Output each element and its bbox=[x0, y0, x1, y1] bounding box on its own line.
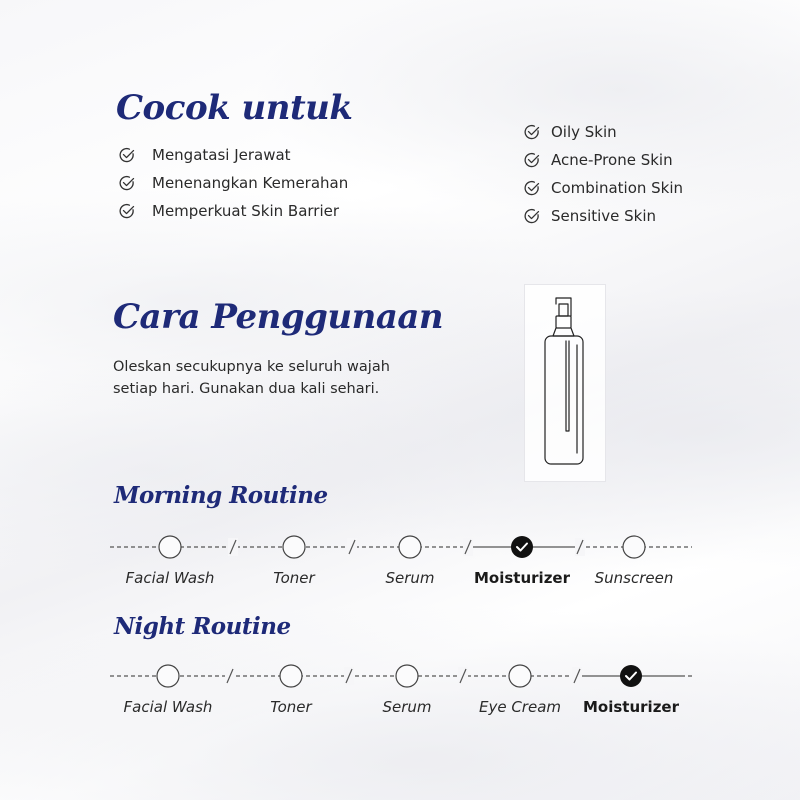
check-circle-icon bbox=[118, 202, 136, 220]
benefit-label: Menenangkan Kemerahan bbox=[152, 174, 349, 192]
night-routine-title: Night Routine bbox=[114, 613, 291, 640]
step-marker bbox=[159, 536, 181, 558]
check-circle-icon bbox=[523, 151, 541, 169]
pump-bottle-icon bbox=[525, 285, 605, 481]
morning-routine-track bbox=[0, 527, 800, 567]
list-item bbox=[118, 169, 348, 197]
step-label: Toner bbox=[273, 569, 315, 587]
step-label: Toner bbox=[270, 698, 312, 716]
check-circle-icon bbox=[523, 123, 541, 141]
step-marker bbox=[509, 665, 531, 687]
usage-title: Cara Penggunaan bbox=[113, 297, 444, 337]
list-item bbox=[523, 174, 683, 202]
suitable-title: Cocok untuk bbox=[116, 88, 353, 128]
list-item bbox=[118, 141, 348, 169]
list-item bbox=[523, 146, 683, 174]
step-label: Sunscreen bbox=[594, 569, 674, 587]
skin-type-label: Acne-Prone Skin bbox=[551, 151, 673, 169]
step-label: Moisturizer bbox=[474, 569, 570, 587]
usage-line-2: setiap hari. Gunakan dua kali sehari. bbox=[113, 381, 380, 397]
usage-description bbox=[113, 356, 473, 400]
step-marker-done bbox=[620, 665, 642, 687]
step-marker bbox=[280, 665, 302, 687]
benefit-list bbox=[118, 141, 348, 225]
benefit-label: Memperkuat Skin Barrier bbox=[152, 202, 340, 220]
step-marker bbox=[623, 536, 645, 558]
step-marker-done bbox=[511, 536, 533, 558]
check-circle-icon bbox=[523, 179, 541, 197]
check-circle-icon bbox=[118, 174, 136, 192]
skin-type-list bbox=[523, 118, 683, 230]
check-circle-icon bbox=[118, 146, 136, 164]
step-label: Eye Cream bbox=[478, 698, 562, 716]
step-marker bbox=[399, 536, 421, 558]
step-label: Serum bbox=[385, 569, 435, 587]
night-routine-track bbox=[0, 656, 800, 696]
morning-routine-title: Morning Routine bbox=[114, 482, 328, 509]
skin-type-label: Combination Skin bbox=[551, 179, 684, 197]
step-label: Serum bbox=[382, 698, 432, 716]
step-label: Facial Wash bbox=[123, 698, 213, 716]
skin-type-label: Oily Skin bbox=[551, 123, 617, 141]
step-label: Moisturizer bbox=[583, 698, 679, 716]
list-item bbox=[523, 118, 683, 146]
benefit-label: Mengatasi Jerawat bbox=[152, 146, 291, 164]
usage-line-1: Oleskan secukupnya ke seluruh wajah bbox=[113, 359, 390, 375]
product-illustration bbox=[524, 284, 606, 482]
step-marker bbox=[157, 665, 179, 687]
list-item bbox=[523, 202, 683, 230]
check-circle-icon bbox=[523, 207, 541, 225]
step-marker bbox=[283, 536, 305, 558]
step-marker bbox=[396, 665, 418, 687]
step-label: Facial Wash bbox=[125, 569, 215, 587]
list-item bbox=[118, 197, 348, 225]
skin-type-label: Sensitive Skin bbox=[551, 207, 657, 225]
